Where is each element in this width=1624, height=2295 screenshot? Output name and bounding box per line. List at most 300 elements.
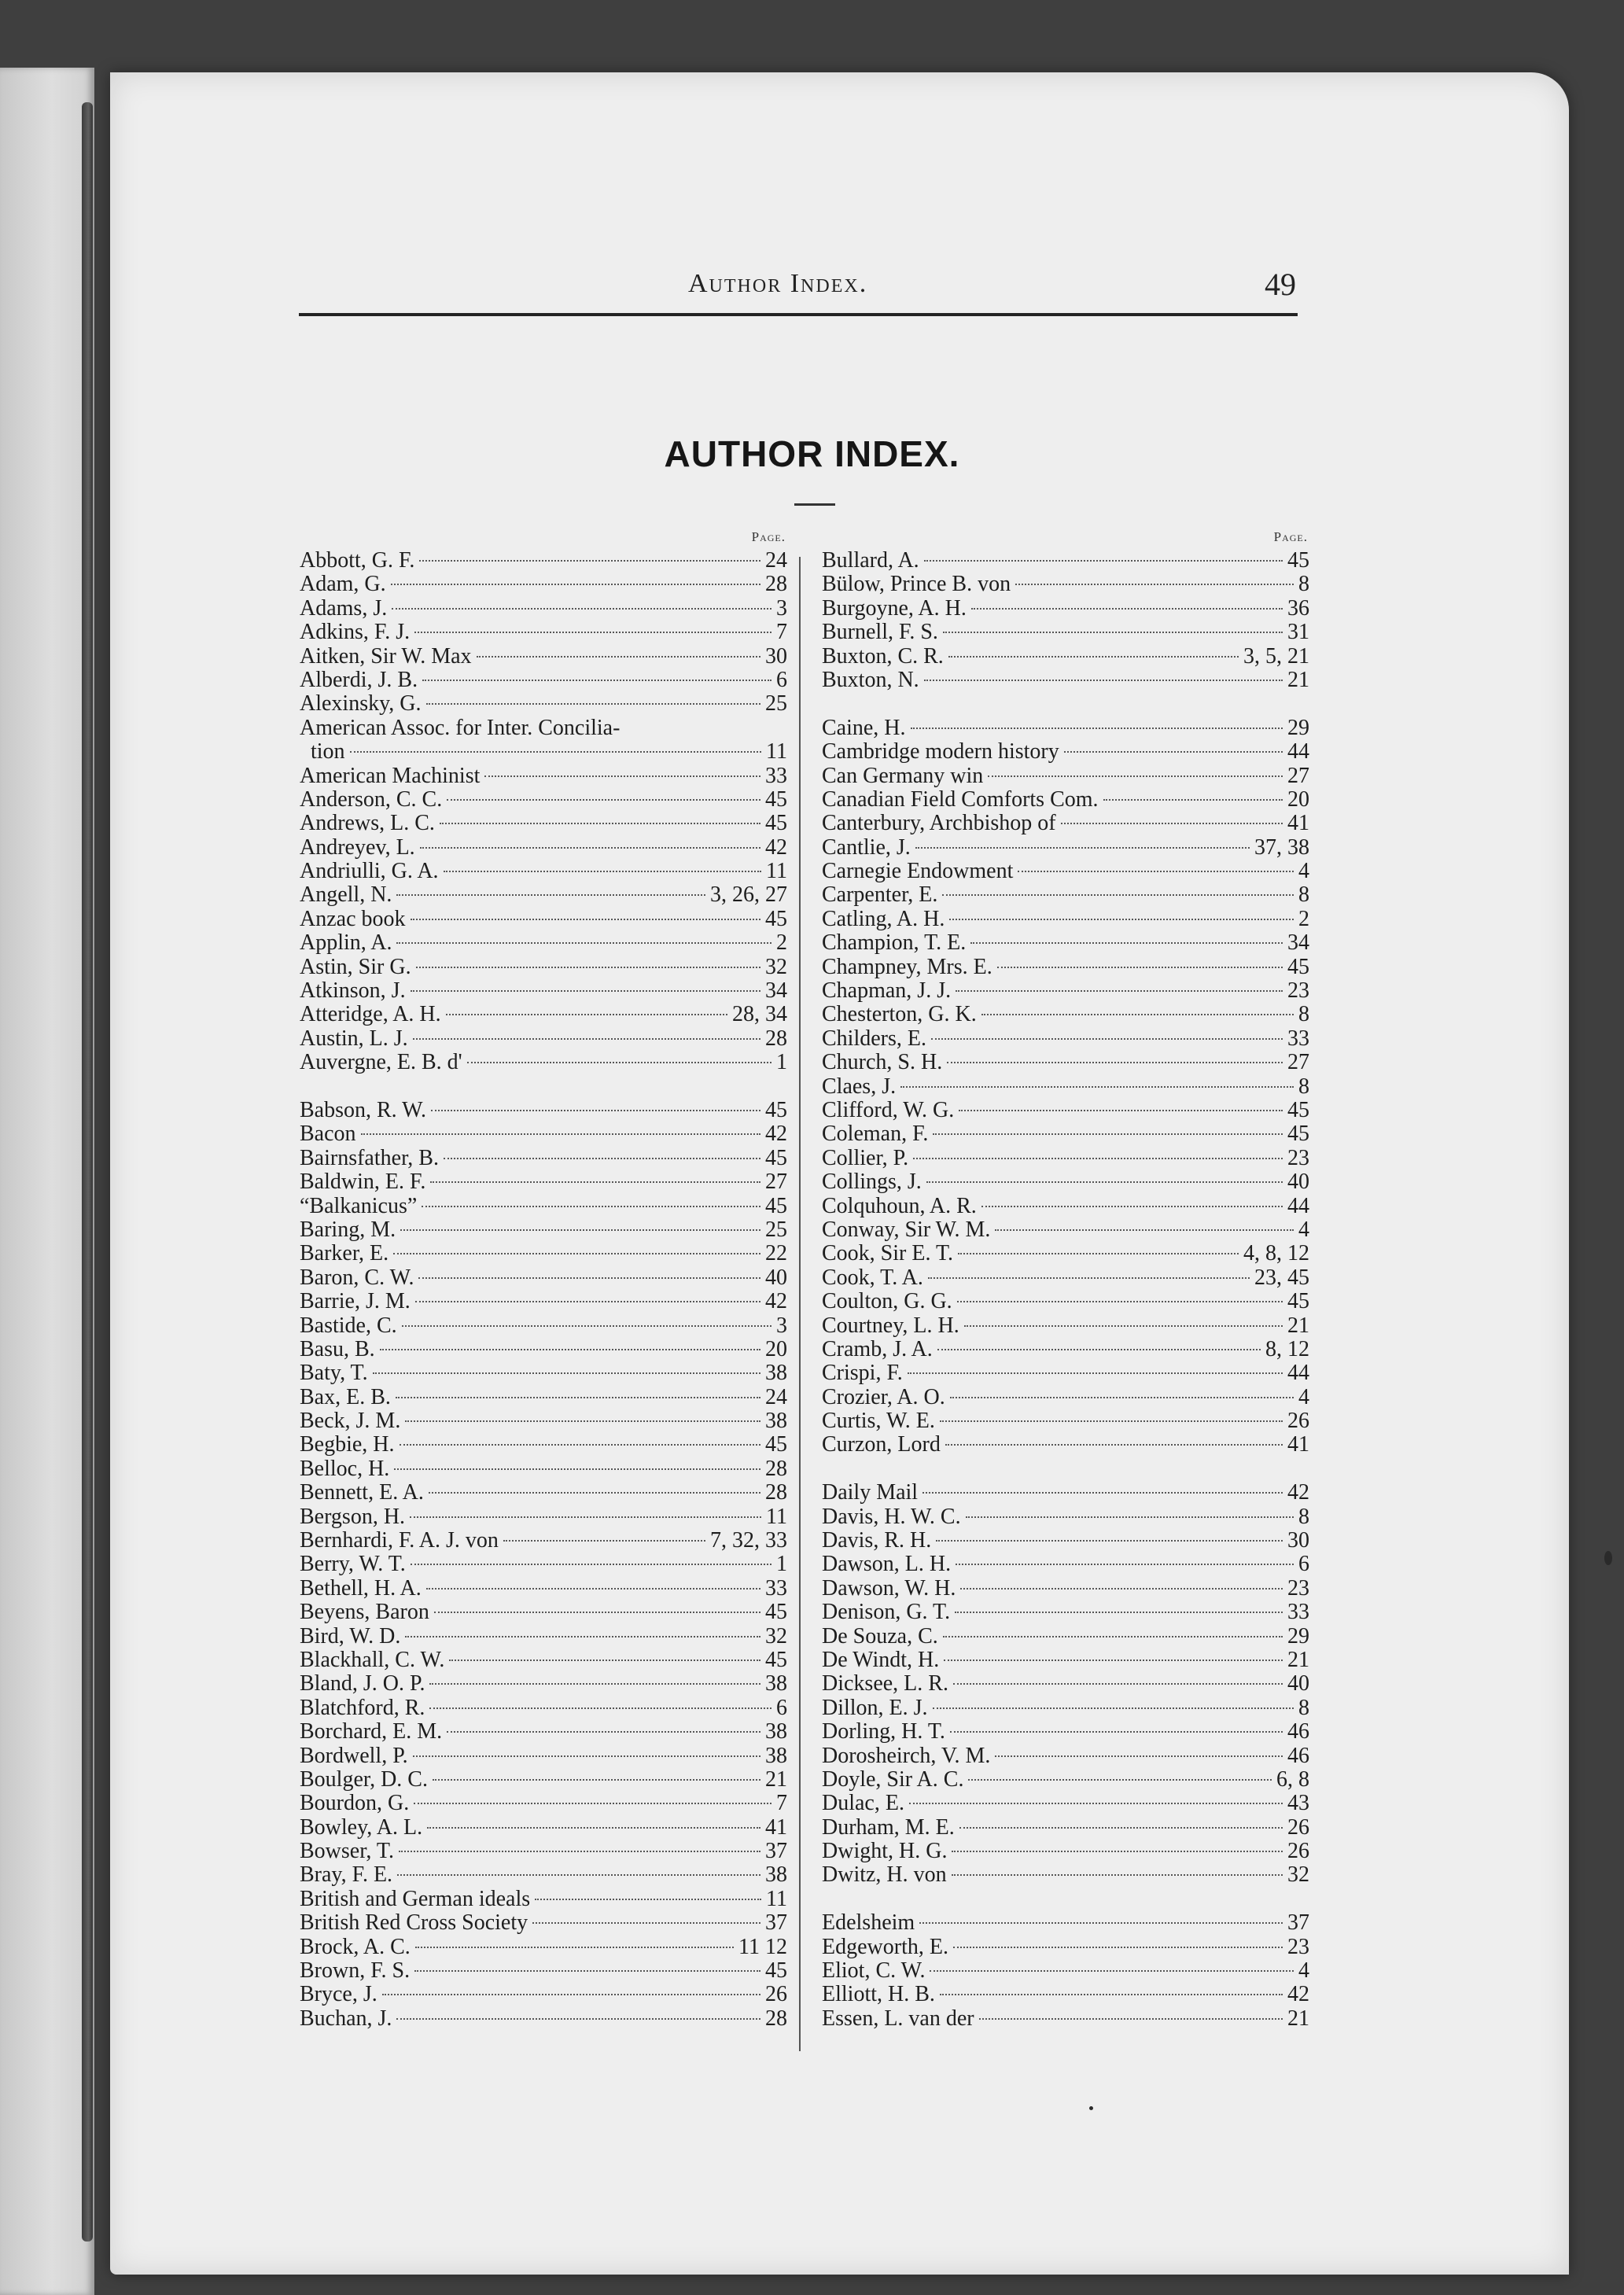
entry-pages: 7 (776, 1792, 787, 1816)
dot-leader (947, 1062, 1283, 1063)
dot-leader (956, 1564, 1294, 1565)
index-entry (822, 1433, 1309, 1457)
index-entry (300, 1051, 787, 1074)
entry-name: Adam, G. (300, 573, 386, 597)
entry-pages: 6 (776, 1696, 787, 1720)
entry-pages: 37, 38 (1254, 835, 1309, 860)
dot-leader (446, 1014, 727, 1015)
dot-leader (414, 1970, 760, 1972)
entry-pages: 42 (765, 1122, 787, 1147)
index-entry (822, 1768, 1309, 1792)
dot-leader (447, 799, 760, 801)
index-entry (300, 549, 787, 573)
dot-leader (940, 1994, 1283, 1995)
index-entry (300, 1911, 787, 1935)
entry-name: Daily Mail (822, 1481, 919, 1505)
index-entry (822, 1027, 1309, 1051)
right-entries (822, 549, 1309, 2031)
dot-leader (943, 632, 1283, 633)
dot-leader (484, 775, 760, 777)
index-entry (822, 1863, 1309, 1887)
entry-pages: 32 (765, 955, 787, 979)
entry-pages: 38 (765, 1863, 787, 1888)
entry-pages: 45 (765, 1648, 787, 1672)
entry-pages: 37 (765, 1911, 787, 1936)
entry-pages: 7, 32, 33 (710, 1529, 787, 1553)
index-entry (822, 1792, 1309, 1815)
entry-name: Edgeworth, E. (822, 1935, 948, 1959)
dot-leader (411, 990, 760, 992)
entry-pages: 45 (765, 1098, 787, 1122)
entry-pages: 8 (1298, 1505, 1309, 1529)
entry-name: Claes, J. (822, 1074, 897, 1099)
entry-name: Blackhall, C. W. (300, 1648, 445, 1672)
entry-name: Alexinsky, G. (300, 692, 422, 716)
index-entry (822, 1218, 1309, 1242)
dot-leader (930, 1970, 1294, 1972)
entry-pages: 45 (765, 787, 787, 812)
dot-leader (350, 751, 761, 753)
entry-name: Brown, F. S. (300, 1959, 411, 1984)
entry-pages: 23 (1287, 1146, 1309, 1170)
index-entry (300, 1863, 787, 1887)
index-entry (822, 1936, 1309, 1959)
entry-name: Eliot, C. W. (822, 1959, 926, 1984)
entry-pages: 44 (1287, 740, 1309, 764)
entry-pages: 42 (765, 835, 787, 860)
dot-leader (945, 1444, 1283, 1446)
entry-name: Bennett, E. A. (300, 1481, 424, 1505)
index-entry (822, 1147, 1309, 1170)
entry-name: Bernhardi, F. A. J. von (300, 1529, 499, 1553)
dot-leader (915, 847, 1250, 849)
index-entry (300, 1361, 787, 1385)
entry-pages: 11 (766, 740, 787, 764)
title-rule (794, 503, 835, 506)
index-entry (300, 1625, 787, 1648)
index-entry (300, 979, 787, 1003)
dot-leader (429, 1492, 760, 1494)
dot-leader (926, 1181, 1283, 1183)
dot-leader (413, 1755, 760, 1757)
entry-name: Davis, R. H. (822, 1529, 932, 1553)
index-entry (300, 1481, 787, 1505)
entry-name: Carpenter, E. (822, 883, 938, 908)
scan-speck (1604, 1551, 1612, 1565)
entry-pages: 44 (1287, 1361, 1309, 1386)
entry-pages: 38 (765, 1720, 787, 1744)
index-entry (822, 1195, 1309, 1218)
index-entry (822, 2007, 1309, 2031)
entry-name: Chapman, J. J. (822, 979, 952, 1004)
entry-pages: 8 (1298, 1003, 1309, 1027)
dot-leader (913, 1158, 1283, 1159)
dot-leader (933, 1707, 1294, 1709)
entry-name: Beck, J. M. (300, 1409, 401, 1434)
entry-name: Barrie, J. M. (300, 1290, 411, 1314)
entry-name: Chesterton, G. K. (822, 1003, 977, 1027)
entry-pages: 24 (765, 549, 787, 573)
index-entry (300, 883, 787, 907)
dot-leader (361, 1133, 760, 1135)
index-entry (822, 1911, 1309, 1935)
dot-leader (952, 1874, 1283, 1876)
index-title: AUTHOR INDEX. (664, 433, 960, 474)
entry-name: Andriulli, G. A. (300, 860, 439, 884)
index-entry (300, 1505, 787, 1529)
dot-leader (535, 1899, 761, 1900)
entry-name: Aitken, Sir W. Max (300, 644, 472, 669)
index-entry (822, 1242, 1309, 1265)
dot-leader (966, 1516, 1294, 1518)
running-head (299, 269, 1298, 316)
dot-leader (995, 1229, 1294, 1231)
index-entry (822, 1266, 1309, 1290)
entry-name: Baron, C. W. (300, 1265, 414, 1290)
dot-leader (928, 1277, 1250, 1279)
dot-leader (952, 1851, 1283, 1852)
dot-leader (405, 1636, 760, 1637)
dot-leader (953, 1947, 1283, 1948)
index-entry (300, 1457, 787, 1481)
entry-name: Bethell, H. A. (300, 1576, 422, 1601)
entry-pages: 45 (765, 1433, 787, 1457)
dot-leader (426, 703, 760, 705)
index-entry (300, 573, 787, 596)
dot-leader (399, 1851, 760, 1852)
dot-leader (405, 1420, 760, 1422)
entry-name: American Assoc. for Inter. Concilia- (300, 716, 621, 740)
entry-name: British and German ideals (300, 1887, 531, 1911)
index-entry (822, 1648, 1309, 1672)
index-entry (822, 597, 1309, 621)
entry-pages: 28 (765, 1481, 787, 1505)
index-entry (822, 1122, 1309, 1146)
section-gap (822, 1457, 1309, 1481)
index-entry (300, 908, 787, 931)
entry-pages: 42 (1287, 1481, 1309, 1505)
index-entry (822, 836, 1309, 860)
dot-leader (434, 1612, 760, 1613)
index-entry (822, 621, 1309, 644)
entry-name: Dwight, H. G. (822, 1840, 948, 1864)
entry-name: Bowser, T. (300, 1840, 394, 1864)
dot-leader (944, 1660, 1283, 1661)
entry-pages: 6, 8 (1276, 1767, 1309, 1792)
entry-pages: 28 (765, 1457, 787, 1481)
entry-name: Colquhoun, A. R. (822, 1194, 977, 1218)
book-binding (82, 102, 93, 2242)
dot-leader (960, 1588, 1283, 1590)
entry-pages: 45 (765, 1601, 787, 1625)
dot-leader (411, 919, 760, 920)
index-entry (300, 1529, 787, 1553)
entry-name: Dulac, E. (822, 1792, 904, 1816)
dot-leader (970, 942, 1283, 944)
section-gap (822, 1888, 1309, 1911)
index-entry (300, 1290, 787, 1313)
entry-pages: 11 (766, 1887, 787, 1911)
entry-pages: 4, 8, 12 (1243, 1242, 1309, 1266)
dot-leader (922, 1492, 1283, 1494)
column-divider (799, 557, 801, 2051)
entry-name: Dorling, H. T. (822, 1720, 945, 1744)
entry-name: Andrews, L. C. (300, 812, 435, 836)
entry-pages: 22 (765, 1242, 787, 1266)
entry-name: Barker, E. (300, 1242, 389, 1266)
index-entry (300, 692, 787, 716)
dot-leader (373, 1372, 760, 1374)
entry-name: Caine, H. (822, 716, 906, 740)
entry-pages: 31 (1287, 621, 1309, 645)
entry-name: Cook, Sir E. T. (822, 1242, 953, 1266)
entry-name: Collier, P. (822, 1146, 909, 1170)
entry-pages: 3 (776, 596, 787, 621)
index-entry (822, 1529, 1309, 1553)
index-entry (822, 788, 1309, 812)
dot-leader (467, 1062, 771, 1063)
entry-pages: 28 (765, 2006, 787, 2031)
dot-leader (418, 1277, 760, 1279)
entry-name: Catling, A. H. (822, 907, 945, 931)
index-entry (300, 1577, 787, 1601)
entry-pages: 26 (1287, 1815, 1309, 1840)
index-entry (822, 1816, 1309, 1840)
index-entry (300, 645, 787, 669)
index-entry (822, 740, 1309, 764)
dot-leader (413, 1038, 760, 1040)
entry-name: tion (311, 740, 345, 764)
index-entry (822, 1959, 1309, 1983)
index-entry (822, 1553, 1309, 1576)
dot-leader (937, 1349, 1261, 1350)
entry-pages: 4 (1298, 1959, 1309, 1984)
index-entry (300, 956, 787, 979)
entry-pages: 4 (1298, 1217, 1309, 1242)
entry-name: Edelsheim (822, 1911, 915, 1936)
dot-leader (979, 2018, 1283, 2020)
index-entry (822, 1051, 1309, 1074)
entry-name: Curzon, Lord (822, 1433, 941, 1457)
index-entry (300, 1266, 787, 1290)
index-entry (300, 1696, 787, 1720)
dot-leader (971, 608, 1283, 610)
entry-pages: 45 (1287, 1098, 1309, 1122)
dot-leader (400, 1229, 760, 1231)
dot-leader (396, 894, 705, 896)
entry-pages: 37 (1287, 1911, 1309, 1936)
entry-name: Anzac book (300, 907, 406, 931)
entry-pages: 2 (1298, 907, 1309, 931)
index-entry (300, 1768, 787, 1792)
entry-pages: 4 (1298, 1385, 1309, 1409)
entry-pages: 45 (765, 1146, 787, 1170)
entry-pages: 46 (1287, 1720, 1309, 1744)
dot-leader (957, 1301, 1283, 1302)
index-entry (300, 1027, 787, 1051)
dot-leader (420, 847, 760, 849)
entry-pages: 44 (1287, 1194, 1309, 1218)
index-entry (822, 764, 1309, 788)
entry-name: Courtney, L. H. (822, 1313, 959, 1338)
entry-name: Clifford, W. G. (822, 1098, 955, 1122)
dot-leader (447, 1731, 760, 1733)
dot-leader (430, 1181, 760, 1183)
entry-name: Buxton, N. (822, 668, 919, 692)
dot-leader (415, 1301, 760, 1302)
index-entry (300, 1386, 787, 1409)
entry-pages: 46 (1287, 1744, 1309, 1768)
entry-name: Adams, J. (300, 596, 388, 621)
index-entry (822, 1170, 1309, 1194)
entry-pages: 2 (776, 931, 787, 956)
index-entry (822, 1338, 1309, 1361)
entry-name: Bray, F. E. (300, 1863, 393, 1888)
entry-pages: 32 (765, 1624, 787, 1648)
index-entry (822, 1672, 1309, 1696)
dot-leader (410, 1516, 761, 1518)
entry-pages: 21 (1287, 668, 1309, 692)
entry-name: Dwitz, H. von (822, 1863, 947, 1888)
entry-name: Denison, G. T. (822, 1601, 951, 1625)
dot-leader (997, 967, 1283, 968)
entry-name: Bordwell, P. (300, 1744, 408, 1768)
left-entries (300, 549, 787, 2031)
index-entry (300, 1983, 787, 2006)
dot-leader (422, 680, 771, 681)
entry-pages: 34 (765, 979, 787, 1004)
dot-leader (959, 1110, 1283, 1111)
entry-pages: 45 (1287, 1122, 1309, 1147)
entry-name: Austin, L. J. (300, 1026, 408, 1051)
entry-pages: 20 (1287, 787, 1309, 812)
index-entry (300, 740, 787, 764)
dot-leader (933, 1133, 1283, 1135)
dot-leader (1103, 799, 1283, 801)
entry-name: Cantlie, J. (822, 835, 911, 860)
entry-name: Doyle, Sir A. C. (822, 1767, 964, 1792)
entry-pages: 45 (1287, 549, 1309, 573)
index-entry (822, 645, 1309, 669)
dot-leader (427, 1827, 760, 1829)
entry-pages: 45 (765, 1194, 787, 1218)
entry-pages: 33 (1287, 1601, 1309, 1625)
index-entry (300, 1601, 787, 1624)
dot-leader (995, 1755, 1283, 1757)
index-entry (300, 1959, 787, 1983)
entry-pages: 40 (765, 1265, 787, 1290)
dot-leader (392, 608, 771, 610)
entry-pages: 3, 26, 27 (710, 883, 787, 908)
dot-leader (415, 1947, 734, 1948)
dot-leader (908, 1372, 1283, 1374)
entry-pages: 36 (1287, 596, 1309, 621)
entry-name: Bülow, Prince B. von (822, 573, 1011, 597)
entry-pages: 29 (1287, 716, 1309, 740)
entry-pages: 42 (1287, 1983, 1309, 2007)
entry-name: Bairnsfather, B. (300, 1146, 439, 1170)
dot-leader (942, 894, 1294, 896)
index-entry (822, 716, 1309, 740)
index-entry (300, 1147, 787, 1170)
entry-name: Champion, T. E. (822, 931, 967, 956)
entry-name: Canadian Field Comforts Com. (822, 787, 1099, 812)
index-entry (822, 573, 1309, 596)
entry-name: Collings, J. (822, 1170, 922, 1195)
entry-name: Brock, A. C. (300, 1935, 411, 1959)
entry-pages: 25 (765, 1217, 787, 1242)
dot-leader (400, 1444, 760, 1446)
index-entry (300, 1242, 787, 1265)
entry-pages: 38 (765, 1744, 787, 1768)
entry-pages: 45 (765, 812, 787, 836)
entry-name: Coulton, G. G. (822, 1290, 952, 1314)
dot-leader (949, 919, 1294, 920)
entry-pages: 33 (765, 1576, 787, 1601)
entry-pages: 6 (1298, 1553, 1309, 1577)
section-gap (822, 692, 1309, 716)
dot-leader (414, 632, 771, 633)
entry-pages: 38 (765, 1361, 787, 1386)
entry-name: Berry, W. T. (300, 1553, 406, 1577)
dot-leader (396, 1397, 760, 1398)
entry-pages: 11 (766, 860, 787, 884)
dot-leader (931, 1038, 1283, 1040)
dot-leader (411, 1564, 771, 1565)
dot-leader (1015, 584, 1294, 585)
entry-name: Adkins, F. J. (300, 621, 411, 645)
entry-pages: 20 (765, 1337, 787, 1361)
index-entry (300, 764, 787, 788)
entry-pages: 21 (1287, 2006, 1309, 2031)
index-entry (822, 1361, 1309, 1385)
dot-leader (959, 1827, 1283, 1829)
entry-pages: 8 (1298, 883, 1309, 908)
index-entry (300, 1003, 787, 1026)
entry-pages: 8 (1298, 1074, 1309, 1099)
index-entry (822, 549, 1309, 573)
index-entry (822, 1505, 1309, 1529)
index-entry (300, 836, 787, 860)
scan-speck (1089, 2106, 1093, 2110)
dot-leader (396, 2018, 760, 2020)
index-entry (300, 1338, 787, 1361)
entry-pages: 8 (1298, 573, 1309, 597)
dot-leader (429, 1683, 760, 1685)
running-title: Author Index. (688, 269, 868, 298)
entry-pages: 41 (1287, 1433, 1309, 1457)
index-entry (300, 1218, 787, 1242)
entry-pages: 33 (1287, 1026, 1309, 1051)
index-entry (300, 1840, 787, 1863)
entry-name: Can Germany win (822, 764, 984, 788)
index-entry (300, 860, 787, 883)
entry-name: Bullard, A. (822, 549, 919, 573)
entry-pages: 28 (765, 1026, 787, 1051)
dot-leader (397, 1874, 760, 1876)
dot-leader (958, 1253, 1239, 1254)
entry-name: Durham, M. E. (822, 1815, 955, 1840)
index-entry (822, 669, 1309, 692)
entry-pages: 27 (1287, 764, 1309, 788)
entry-name: Curtis, W. E. (822, 1409, 935, 1434)
entry-name: Blatchford, R. (300, 1696, 425, 1720)
entry-pages: 4 (1298, 860, 1309, 884)
index-entry (300, 669, 787, 692)
index-entry (300, 716, 787, 740)
dot-leader (394, 1468, 760, 1470)
entry-pages: 24 (765, 1385, 787, 1409)
